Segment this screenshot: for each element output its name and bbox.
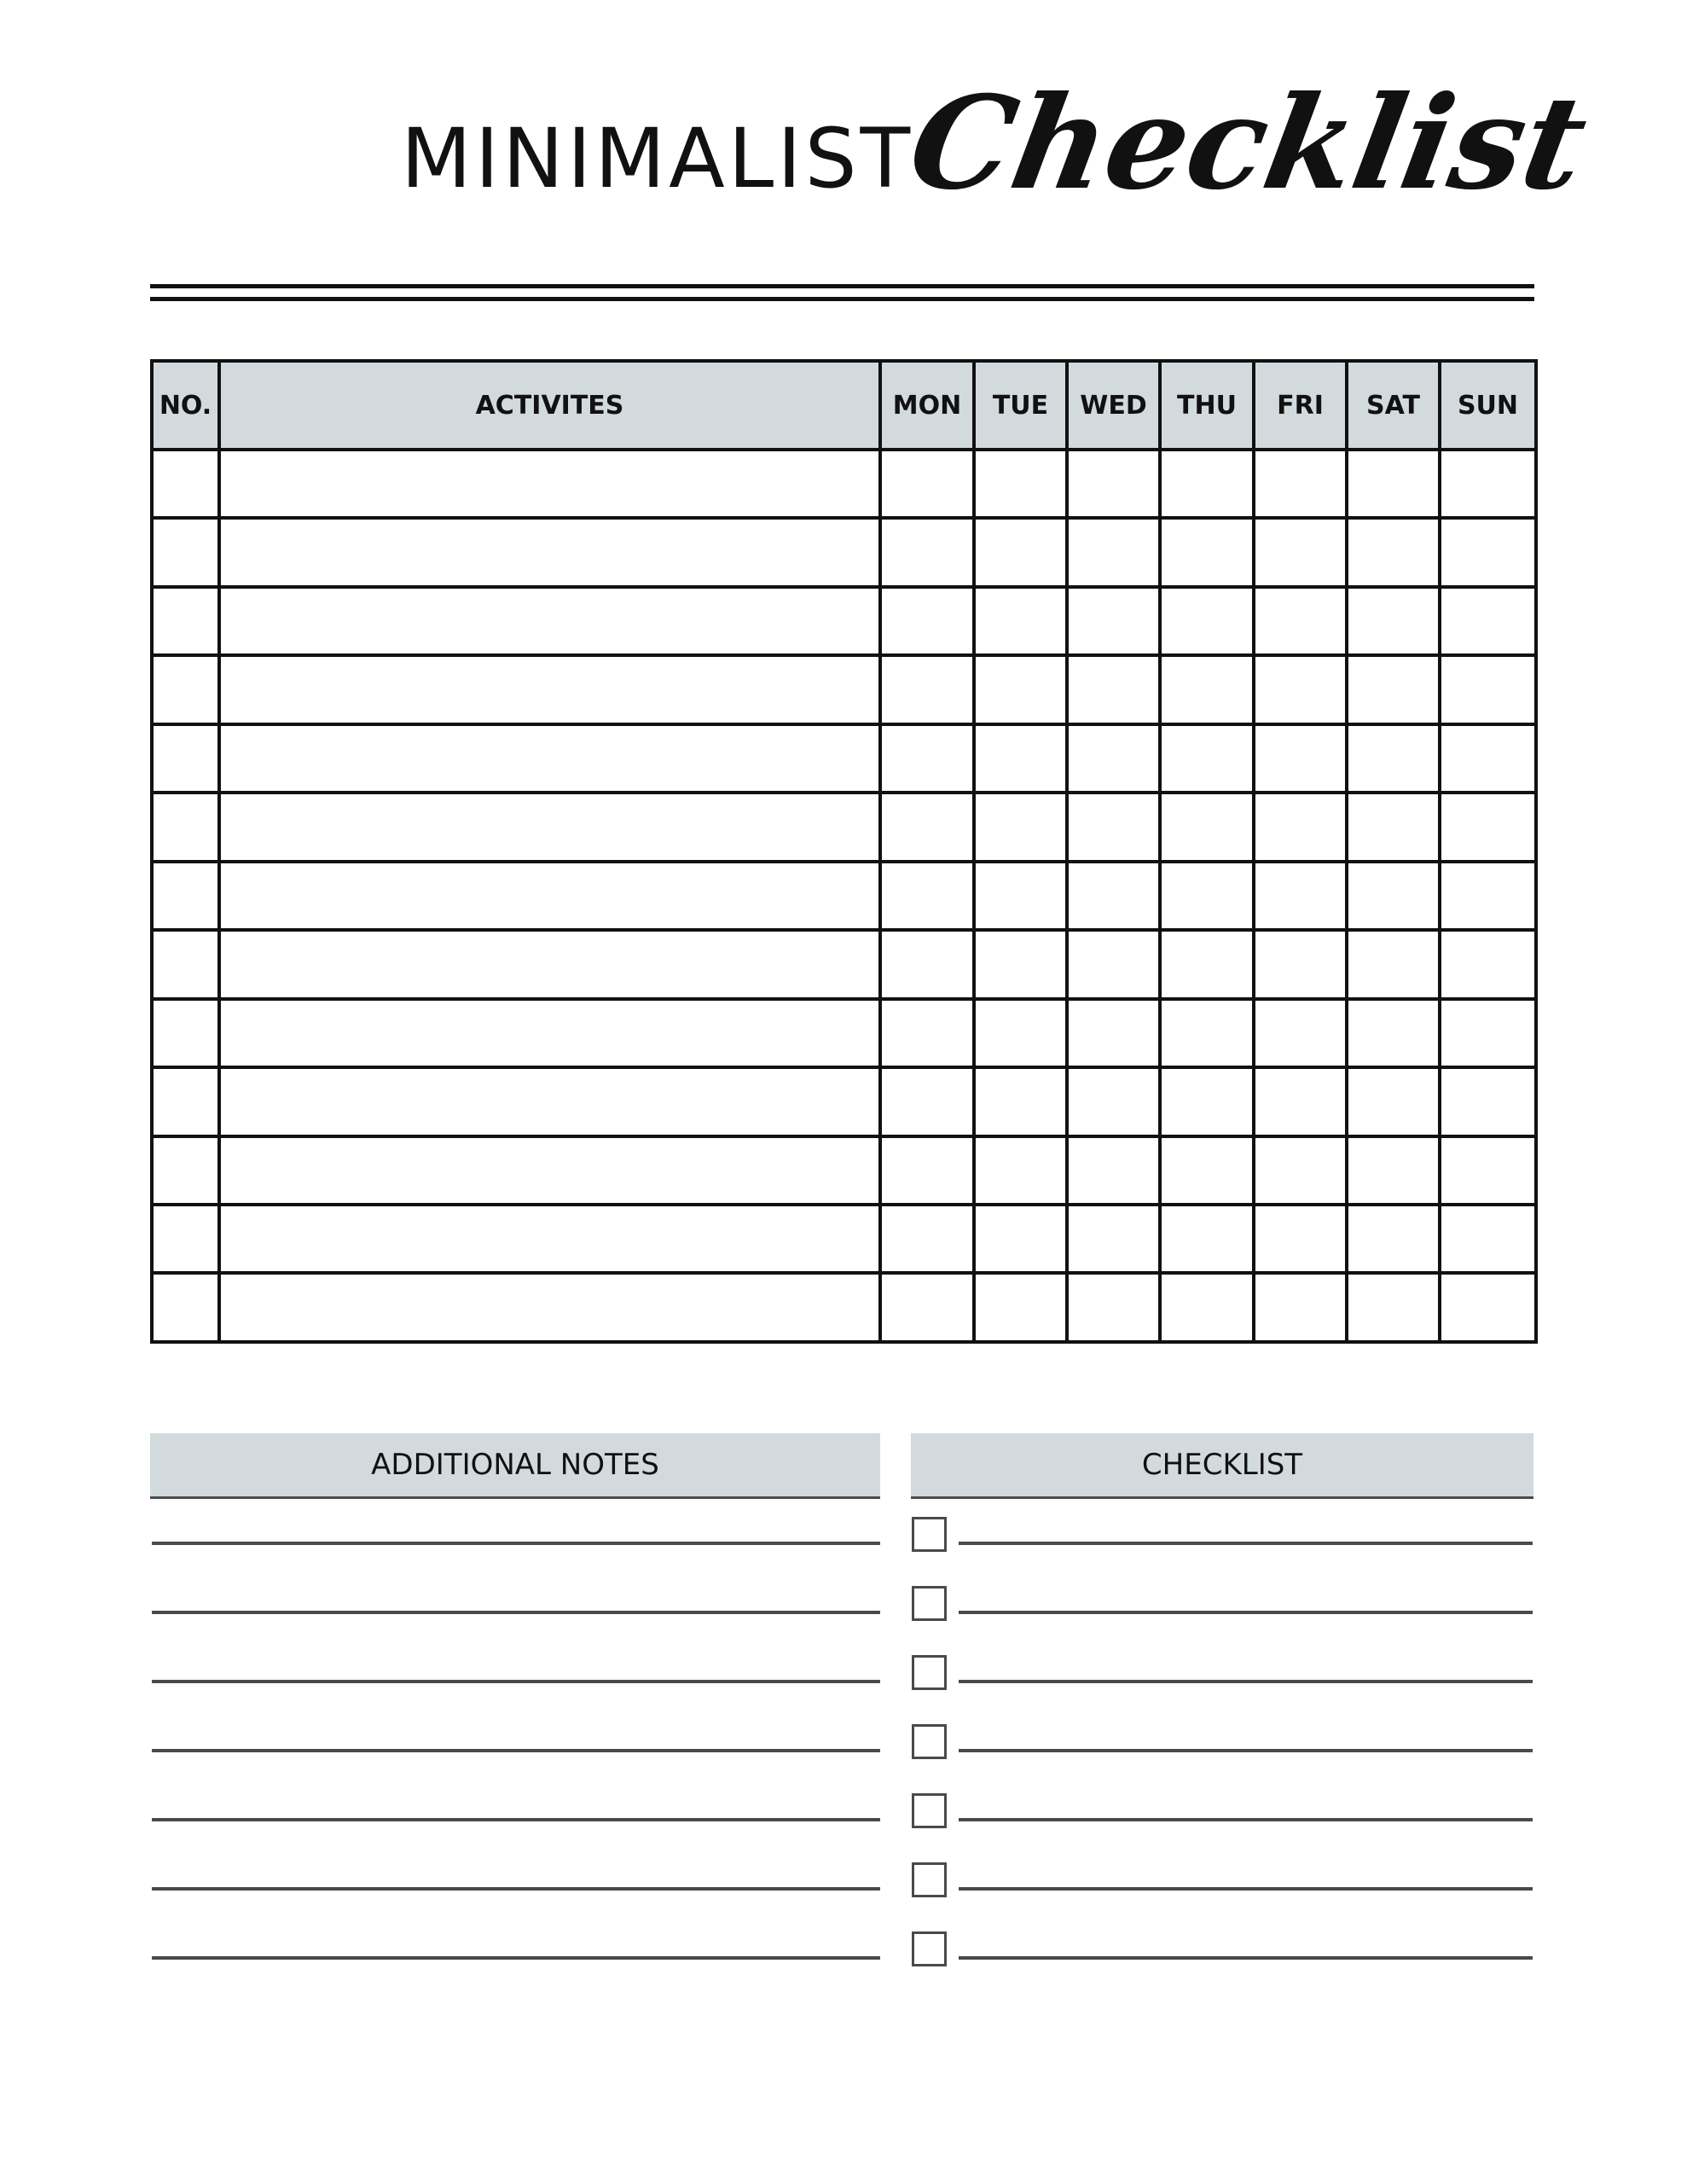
title-script-text: Checklist — [899, 68, 1597, 218]
row-number-cell[interactable] — [152, 999, 219, 1067]
table-body — [152, 450, 1536, 1342]
checkbox[interactable] — [912, 1724, 947, 1759]
checkbox[interactable] — [912, 1517, 947, 1552]
day-check-cell[interactable] — [974, 1136, 1067, 1205]
day-check-cell[interactable] — [1254, 450, 1347, 518]
row-number-cell[interactable] — [152, 1136, 219, 1205]
checklist-heading: CHECKLIST — [911, 1433, 1533, 1499]
checkbox[interactable] — [912, 1862, 947, 1897]
day-check-cell[interactable] — [974, 1067, 1067, 1136]
day-check-cell[interactable] — [974, 655, 1067, 723]
day-check-cell[interactable] — [974, 1273, 1067, 1342]
day-check-cell[interactable] — [1440, 999, 1536, 1067]
day-check-cell[interactable] — [1347, 724, 1440, 793]
title-plain-text: MINIMALIST — [401, 111, 914, 206]
day-check-cell[interactable] — [1440, 1273, 1536, 1342]
day-check-cell[interactable] — [880, 862, 974, 930]
table-row — [152, 587, 1536, 655]
day-check-cell[interactable] — [1067, 724, 1160, 793]
checkbox[interactable] — [912, 1655, 947, 1690]
day-check-cell[interactable] — [1347, 999, 1440, 1067]
day-check-cell[interactable] — [1160, 450, 1254, 518]
day-check-cell[interactable] — [880, 930, 974, 998]
activity-cell[interactable] — [219, 862, 880, 930]
day-check-cell[interactable] — [1440, 1136, 1536, 1205]
checklist-item-line[interactable] — [959, 1956, 1533, 1960]
day-check-cell[interactable] — [1160, 587, 1254, 655]
day-check-cell[interactable] — [1254, 1205, 1347, 1273]
note-line[interactable] — [152, 1680, 880, 1683]
day-check-cell[interactable] — [1347, 450, 1440, 518]
note-line[interactable] — [152, 1818, 880, 1821]
day-check-cell[interactable] — [1254, 724, 1347, 793]
table-row — [152, 724, 1536, 793]
day-check-cell[interactable] — [1067, 518, 1160, 586]
wed-header: WED — [1067, 361, 1160, 450]
row-number-cell[interactable] — [152, 1205, 219, 1273]
table-row — [152, 1273, 1536, 1342]
checkbox[interactable] — [912, 1931, 947, 1966]
day-check-cell[interactable] — [1067, 450, 1160, 518]
table-row — [152, 655, 1536, 723]
day-check-cell[interactable] — [1440, 587, 1536, 655]
checklist-item-line[interactable] — [959, 1542, 1533, 1545]
day-check-cell[interactable] — [1440, 1067, 1536, 1136]
sat-header: SAT — [1347, 361, 1440, 450]
checkbox[interactable] — [912, 1793, 947, 1828]
note-line[interactable] — [152, 1887, 880, 1891]
note-line[interactable] — [152, 1956, 880, 1960]
tue-header: TUE — [974, 361, 1067, 450]
day-check-cell[interactable] — [880, 999, 974, 1067]
day-check-cell[interactable] — [1067, 655, 1160, 723]
day-check-cell[interactable] — [1067, 930, 1160, 998]
day-check-cell[interactable] — [1347, 655, 1440, 723]
activity-cell[interactable] — [219, 1136, 880, 1205]
activity-cell[interactable] — [219, 999, 880, 1067]
day-check-cell[interactable] — [1440, 518, 1536, 586]
day-check-cell[interactable] — [974, 930, 1067, 998]
day-check-cell[interactable] — [880, 724, 974, 793]
day-check-cell[interactable] — [1254, 999, 1347, 1067]
note-line[interactable] — [152, 1611, 880, 1614]
table-row — [152, 1205, 1536, 1273]
day-check-cell[interactable] — [880, 1205, 974, 1273]
day-check-cell[interactable] — [1347, 1205, 1440, 1273]
day-check-cell[interactable] — [1160, 724, 1254, 793]
checklist-item-line[interactable] — [959, 1818, 1533, 1821]
row-number-cell[interactable] — [152, 862, 219, 930]
table-row — [152, 518, 1536, 586]
day-check-cell[interactable] — [974, 862, 1067, 930]
day-check-cell[interactable] — [880, 587, 974, 655]
day-check-cell[interactable] — [1254, 930, 1347, 998]
activity-cell[interactable] — [219, 655, 880, 723]
day-check-cell[interactable] — [880, 1067, 974, 1136]
day-check-cell[interactable] — [1067, 587, 1160, 655]
table-row — [152, 793, 1536, 861]
row-number-cell[interactable] — [152, 1273, 219, 1342]
day-check-cell[interactable] — [1347, 1067, 1440, 1136]
day-check-cell[interactable] — [1160, 862, 1254, 930]
day-check-cell[interactable] — [974, 450, 1067, 518]
title-divider-bottom — [150, 297, 1534, 301]
day-check-cell[interactable] — [1347, 862, 1440, 930]
day-check-cell[interactable] — [1440, 724, 1536, 793]
activity-cell[interactable] — [219, 587, 880, 655]
table-row — [152, 450, 1536, 518]
table-row — [152, 862, 1536, 930]
day-check-cell[interactable] — [1160, 518, 1254, 586]
day-check-cell[interactable] — [1254, 518, 1347, 586]
day-check-cell[interactable] — [1160, 1136, 1254, 1205]
day-check-cell[interactable] — [1347, 518, 1440, 586]
day-check-cell[interactable] — [1160, 1205, 1254, 1273]
day-check-cell[interactable] — [1347, 930, 1440, 998]
day-check-cell[interactable] — [974, 518, 1067, 586]
day-check-cell[interactable] — [880, 793, 974, 861]
title-divider-top — [150, 284, 1534, 288]
day-check-cell[interactable] — [1160, 1273, 1254, 1342]
sun-header: SUN — [1440, 361, 1536, 450]
day-check-cell[interactable] — [1347, 793, 1440, 861]
activity-cell[interactable] — [219, 1205, 880, 1273]
row-number-cell[interactable] — [152, 930, 219, 998]
day-check-cell[interactable] — [1160, 999, 1254, 1067]
day-check-cell[interactable] — [1440, 793, 1536, 861]
activity-cell[interactable] — [219, 1067, 880, 1136]
day-check-cell[interactable] — [1067, 1136, 1160, 1205]
activity-cell[interactable] — [219, 450, 880, 518]
page-title — [0, 60, 1687, 247]
day-check-cell[interactable] — [880, 450, 974, 518]
day-check-cell[interactable] — [880, 655, 974, 723]
day-check-cell[interactable] — [1254, 1273, 1347, 1342]
day-check-cell[interactable] — [974, 587, 1067, 655]
table-row — [152, 1067, 1536, 1136]
day-check-cell[interactable] — [880, 1273, 974, 1342]
row-number-cell[interactable] — [152, 450, 219, 518]
day-check-cell[interactable] — [974, 999, 1067, 1067]
mon-header: MON — [880, 361, 974, 450]
checklist-item-line[interactable] — [959, 1611, 1533, 1614]
day-check-cell[interactable] — [1067, 1067, 1160, 1136]
activity-cell[interactable] — [219, 793, 880, 861]
no-header: NO. — [152, 361, 219, 450]
day-check-cell[interactable] — [1067, 1273, 1160, 1342]
activity-cell[interactable] — [219, 518, 880, 586]
table-row — [152, 1136, 1536, 1205]
table-header-row — [152, 361, 1536, 450]
row-number-cell[interactable] — [152, 655, 219, 723]
row-number-cell[interactable] — [152, 1067, 219, 1136]
day-check-cell[interactable] — [880, 518, 974, 586]
row-number-cell[interactable] — [152, 518, 219, 586]
day-check-cell[interactable] — [1347, 1136, 1440, 1205]
day-check-cell[interactable] — [1440, 862, 1536, 930]
table-row — [152, 999, 1536, 1067]
note-line[interactable] — [152, 1542, 880, 1545]
day-check-cell[interactable] — [1067, 1205, 1160, 1273]
activity-cell[interactable] — [219, 930, 880, 998]
day-check-cell[interactable] — [1160, 655, 1254, 723]
weekly-activities-table — [150, 359, 1538, 1344]
day-check-cell[interactable] — [1254, 655, 1347, 723]
day-check-cell[interactable] — [1347, 1273, 1440, 1342]
day-check-cell[interactable] — [1440, 655, 1536, 723]
activity-cell[interactable] — [219, 724, 880, 793]
day-check-cell[interactable] — [974, 1205, 1067, 1273]
row-number-cell[interactable] — [152, 724, 219, 793]
day-check-cell[interactable] — [974, 793, 1067, 861]
row-number-cell[interactable] — [152, 793, 219, 861]
checklist-item-line[interactable] — [959, 1680, 1533, 1683]
activity-cell[interactable] — [219, 1273, 880, 1342]
day-check-cell[interactable] — [1440, 930, 1536, 998]
fri-header: FRI — [1254, 361, 1347, 450]
day-check-cell[interactable] — [1160, 930, 1254, 998]
day-check-cell[interactable] — [1067, 793, 1160, 861]
day-check-cell[interactable] — [1254, 862, 1347, 930]
day-check-cell[interactable] — [1160, 793, 1254, 861]
checkbox[interactable] — [912, 1586, 947, 1621]
day-check-cell[interactable] — [1440, 450, 1536, 518]
day-check-cell[interactable] — [1347, 587, 1440, 655]
day-check-cell[interactable] — [1160, 1067, 1254, 1136]
day-check-cell[interactable] — [1254, 793, 1347, 861]
thu-header: THU — [1160, 361, 1254, 450]
day-check-cell[interactable] — [1254, 587, 1347, 655]
day-check-cell[interactable] — [880, 1136, 974, 1205]
checklist-item-line[interactable] — [959, 1887, 1533, 1891]
day-check-cell[interactable] — [974, 724, 1067, 793]
activities-header: ACTIVITES — [219, 361, 880, 450]
day-check-cell[interactable] — [1067, 999, 1160, 1067]
row-number-cell[interactable] — [152, 587, 219, 655]
checklist-item-line[interactable] — [959, 1749, 1533, 1752]
table-row — [152, 930, 1536, 998]
day-check-cell[interactable] — [1067, 862, 1160, 930]
day-check-cell[interactable] — [1254, 1067, 1347, 1136]
day-check-cell[interactable] — [1440, 1205, 1536, 1273]
additional-notes-heading: ADDITIONAL NOTES — [150, 1433, 880, 1499]
day-check-cell[interactable] — [1254, 1136, 1347, 1205]
note-line[interactable] — [152, 1749, 880, 1752]
